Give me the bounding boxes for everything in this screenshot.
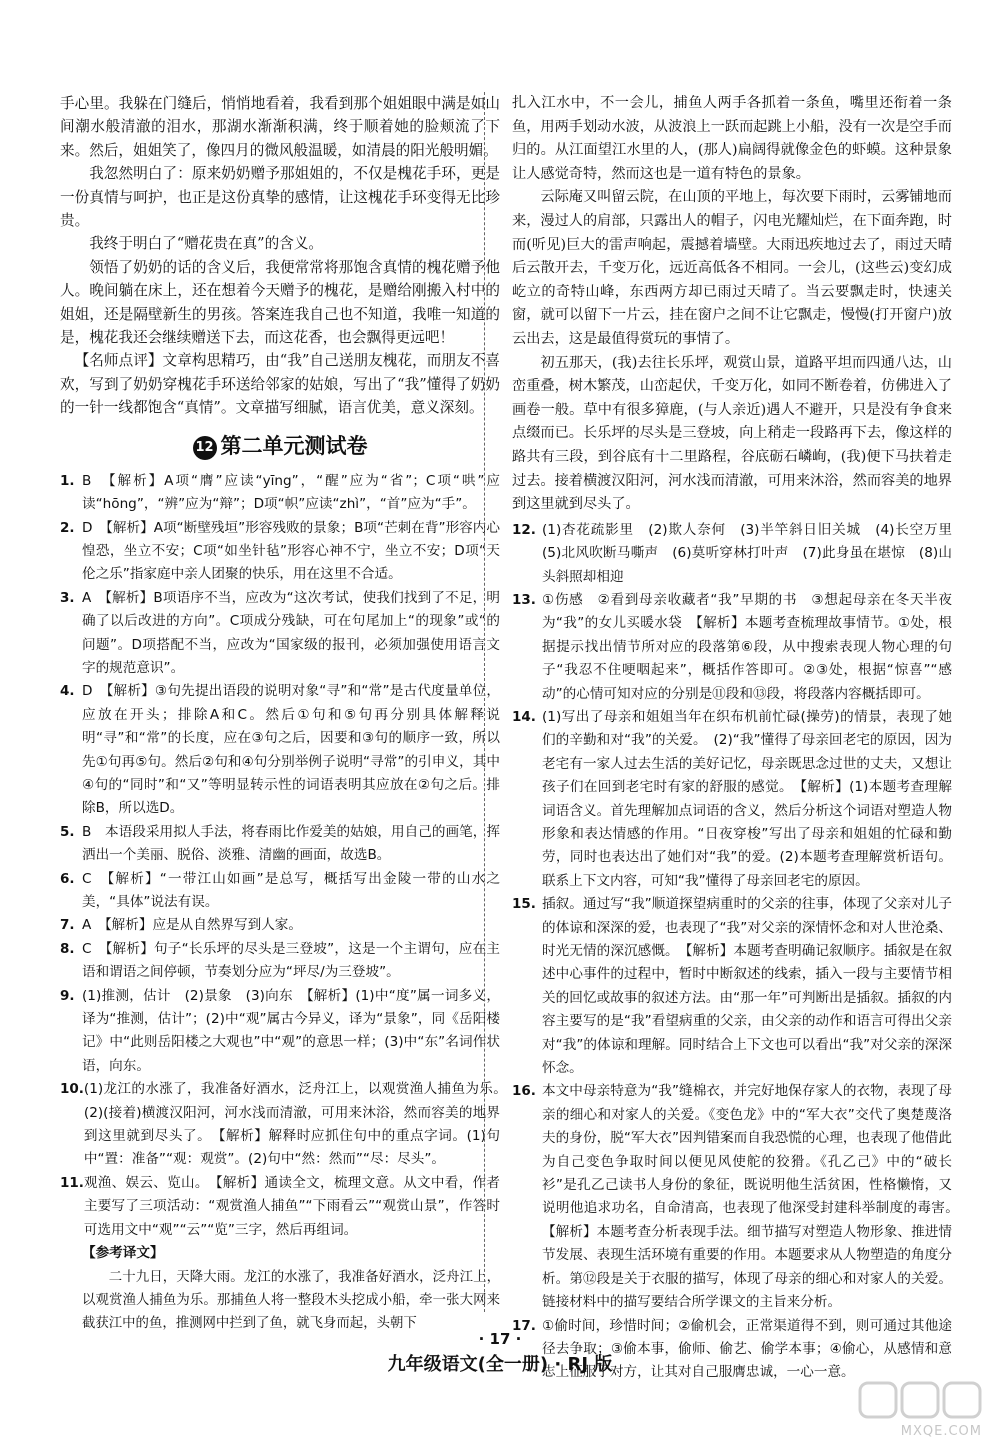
answer-number: 10. [60, 1081, 84, 1098]
answer-number: 17. [512, 1317, 536, 1334]
answer-list-right [512, 519, 966, 1385]
answer-item [60, 1172, 500, 1242]
answer-item [60, 517, 500, 587]
answer-number: 1. [60, 472, 75, 489]
answer-text: 观渔、娱云、览山。 【解析】通读全文，梳理文意。从文中看，作者主要写了三项活动：“观赏渔人捕鱼”“下雨看云”“观赏山景”，作答时可选用文中“观”“云”“览”三字，然后再组词。 [83, 1174, 500, 1238]
answer-number: 15. [512, 896, 536, 913]
answer-number: 14. [512, 708, 536, 725]
watermark-text: MXQE.COM [900, 1424, 982, 1439]
answer-number: 3. [60, 589, 75, 606]
answer-item [60, 985, 500, 1079]
teacher-comment: 【名师点评】文章构思精巧，由“我”自己送朋友槐花，而朋友不喜欢，写到了奶奶穿槐花手环送给邻家的姑娘，写出了“我”懂得了奶奶的一针一线都饱含“真情”。文章描写细腻，语言优美，意义深刻。 [60, 352, 500, 417]
answer-number: 5. [60, 823, 75, 840]
answer-item [512, 589, 952, 706]
answer-text: (1)龙江的水涨了，我准备好酒水，泛舟江上，以观赏渔人捕鱼为乐。 (2)(接着)横渡汉阳河，河水浅而清澈，可用来沐浴，然而容美的地界到这里就到尽头了。 【解析】解释时应抓住句中的重点字词。(1)句中“置：准备”“观：观赏”。(2)句中“然：然而”“尽：尽头”。 [83, 1081, 514, 1168]
answer-text: (1)杏花疏影里 (2)欺人奈何 (3)半竿斜日旧关城 (4)长空万里 (5)北风吹断马嘶声 (6)莫听穿林打叶声 (7)此身虽在堪惊 (8)山头斜照却相迎 [542, 521, 966, 585]
unit-test-title [60, 432, 500, 460]
answer-item [60, 938, 500, 985]
answer-number: 9. [60, 987, 75, 1004]
essay-paragraph: 领悟了奶奶的话的含义后，我便常常将那饱含真情的槐花赠予他人。晚间躺在床上，还在想着今天赠予的槐花，是赠给刚搬入村中的姐姐，还是隔壁新生的男孩。答案连我自己也不知道，我唯一知道的是，槐花我还会继续赠送下去，而这花香，也会飘得更远吧！ [60, 258, 500, 347]
answer-number: 12. [512, 521, 536, 538]
answer-item [60, 680, 500, 820]
answer-text: 插叙。通过写“我”顺道探望病重时的父亲的往事，体现了父亲对儿子的体谅和深深的爱，也表现了“我”对父亲的深情怀念和对人世沧桑、时光无情的深沉感慨。 【解析】本题考查明确记叙顺序。插叙是在叙述中心事件的过程中，暂时中断叙述的线索，插入一段与主要情节相关的回忆或故事的叙述方法。由“那一年”可判断出是插叙。插叙的内容主要写的是“我”看望病重的父亲，由父亲的动作和语言可得出父亲对“我”的体谅和理解。同时结合上下文也可以看出“我”对父亲的深深怀念。 [542, 896, 952, 1077]
essay-paragraph: 我终于明白了“赠花贵在真”的含义。 [89, 235, 324, 253]
answer-text: D 【解析】A项“断壁残垣”形容残败的景象；B项“芒刺在背”形容内心惶恐，坐立不安；C项“如坐针毡”形容心神不宁，坐立不安；D项“天伦之乐”指家庭中亲人团聚的快乐，用在这里不合适。 [82, 519, 500, 583]
reference-translation-right [512, 92, 952, 517]
answer-item [512, 706, 952, 893]
unit-title-text: 第二单元测试卷 [220, 433, 368, 458]
answer-text: A 【解析】B项语序不当，应改为“这次考试，使我们找到了不足，明确了以后改进的方向”。C项成分残缺，可在句尾加上“的现象”或“的问题”。D项搭配不当，应改为“国家级的报刊，必须加强使用语言文字的规范意识”。 [82, 589, 500, 676]
left-column [60, 92, 514, 1336]
reference-translation-left [60, 1266, 500, 1336]
page-footer [0, 1330, 1000, 1376]
essay-excerpt [60, 92, 500, 420]
watermark-logo [856, 1379, 986, 1441]
answer-item [60, 821, 500, 868]
answer-text: (1)推测，估计 (2)景象 (3)向东 【解析】(1)中“度”属一词多义，译为“推测，估计”；(2)中“观”属古今异义，译为“景象”，同《岳阳楼记》中“此则岳阳楼之大观也”中“观”的意思一样；(3)中“东”名词作状语，向东。 [82, 987, 500, 1074]
answer-text: (1)写出了母亲和姐姐当年在织布机前忙碌(操劳)的情景，表现了她们的辛勤和对“我”的关爱。 (2)“我”懂得了母亲回老宅的原因，因为老宅有一家人过去生活的美好记忆，母亲既思念过世的丈夫，又想让孩子们在回到老宅时有家的舒服的感觉。 【解析】(1)本题考查理解词语含义。首先理解加点词语的含义，然后分析这个词语对塑造人物形象和表达情感的作用。“日夜穿梭”写出了母亲和姐姐的忙碌和勤劳，同时也表达出了她们对“我”的爱。(2)本题考查理解赏析语句。联系上下文内容，可知“我”懂得了母亲回老宅的原因。 [542, 708, 952, 889]
answer-list-left [60, 470, 514, 1242]
answer-text: C 【解析】“一带江山如画”是总写，概括写出金陵一带的山水之美，“具体”说法有误。 [82, 870, 500, 910]
essay-paragraph: 我忽然明白了：原来奶奶赠予那姐姐的，不仅是槐花手环，更是一份真情与呵护，也正是这份真挚的感情，让这槐花手环变得无比珍贵。 [60, 165, 500, 230]
essay-paragraph: 手心里。我躲在门缝后，悄悄地看着，我看到那个姐姐眼中满是如山间潮水般清澈的泪水，那湖水渐渐积满，终于顺着她的脸颊流了下来。然后，姐姐笑了，像四月的微风般温暖，如清晨的阳光般明媚。 [60, 95, 500, 159]
answer-number: 4. [60, 683, 75, 700]
answer-text: B 【解析】A项“膺”应读“yīng”，“醒”应为“省”；C项“哄”应读“hōng”，“辨”应为“辩”；D项“帜”应读“zhì”，“首”应为“手”。 [82, 472, 500, 513]
translation-paragraph: 扎入江水中，不一会儿，捕鱼人两手各抓着一条鱼，嘴里还衔着一条鱼，用两手划动水波，从波浪上一跃而起跳上小船，没有一次是空手而归的。从江面望江水里的人，(那人)扁阔得就像金色的虾蟆。这种景象让人感觉奇特，然而这也是一道有特色的景象。 [512, 95, 952, 182]
answer-number: 11. [60, 1174, 84, 1191]
page-number: · 17 · [478, 1330, 522, 1348]
reference-translation-heading: 【参考译文】 [82, 1245, 164, 1262]
unit-number-badge: 12 [193, 436, 217, 460]
answer-item [60, 1078, 514, 1172]
answer-item [60, 587, 500, 681]
answer-number: 7. [60, 917, 75, 934]
column-divider [484, 92, 486, 1312]
answer-number: 2. [60, 519, 75, 536]
answer-number: 13. [512, 591, 536, 608]
right-column [512, 92, 966, 1385]
answer-number: 16. [512, 1083, 536, 1100]
translation-paragraph: 初五那天，(我)去往长乐坪，观赏山景，道路平坦而四通八达，山峦重叠，树木繁茂，山峦起伏，千变万化，如同不断卷着，仿佛进入了画卷一般。草中有很多獐鹿，(与人亲近)遇人不避开，只是没有争食来点缀而已。长乐坪的尽头是三登坡，向上稍走一段路再下去，像这样的路共有三段，到谷底有十二里路程，谷底砺石嶙峋，(我)便下马扶着走过去。接着横渡汉阳河，河水浅而清澈，可用来沐浴，然而容美的地界到这里就到尽头了。 [512, 354, 952, 513]
answer-text: 本文中母亲特意为“我”缝棉衣，并完好地保存家人的衣物，表现了母亲的细心和对家人的关爱。《变色龙》中的“军大衣”交代了奥楚蔑洛夫的身份，脱“军大衣”因判错案而自我恐慌的心理，也表现了他借此为自己变色争取时间以便见风使舵的狡猾。《孔乙己》中的“破长衫”是孔乙己读书人身份的象征，既说明他生活贫困，性格懒惰，又说明他追求功名，自命清高，也表现了他深受封建科举制度的毒害。 【解析】本题考查分析表现手法。细节描写对塑造人物形象、推进情节发展、表现生活环境有重要的作用。本题要求从人物塑造的角度分析。第⑫段是关于衣服的描写，体现了母亲的细心和对家人的关爱。链接材料中的描写要结合所学课文的主旨来分析。 [542, 1083, 966, 1311]
answer-item [60, 868, 500, 915]
answer-item [60, 470, 500, 517]
answer-text: D 【解析】③句先提出语段的说明对象“寻”和“常”是古代度量单位，应放在开头；排除A和C。然后①句和⑤句再分别具体解释说明“寻”和“常”的长度，应在③句之后，因要和③句的顺序一致，所以先①句再⑤句。然后②句和④句分别举例子说明“寻常”的引申义，其中④句的“同时”和“又”等明显转示性的词语表明其应放在②句之后。排除B，所以选D。 [82, 683, 500, 817]
book-title: 九年级语文(全一册) · RJ 版 [387, 1354, 613, 1375]
answer-number: 8. [60, 940, 75, 957]
translation-paragraph: 二十九日，天降大雨。龙江的水涨了，我准备好酒水，泛舟江上，以观赏渔人捕鱼为乐。那捕鱼人将一整段木头挖成小船，牵一张大网来截获江中的鱼，推测网中拦到了鱼，就飞身而起，头朝下 [82, 1269, 500, 1332]
translation-paragraph: 云际庵又叫留云院，在山顶的平地上，每次要下雨时，云雾铺地而来，漫过人的肩部，只露出人的帽子，闪电光耀灿烂，在下面奔跑，时而(听见)巨大的雷声响起，震撼着墙壁。大雨迅疾地过去了，雨过天晴后云散开去，千变万化，远近高低各不相同。一会儿，(这些云)变幻成屹立的奇特山峰，东西两方却已雨过天晴了。当云要飘走时，快速关窗，就可以留下一片云，挂在窗户之间不让它飘走，慢慢(打开窗户)放云出去，这是最值得赏玩的事情了。 [512, 189, 952, 347]
answer-text: ①伤感 ②看到母亲收藏者“我”早期的书 ③想起母亲在冬天半夜为“我”的女儿买暖水袋 【解析】本题考查梳理故事情节。①处，根据提示找出情节所对应的段落第⑥段，从中搜索表现人物心理的句子“我忍不住哽咽起来”，概括作答即可。②③处，根据“惊喜”“感动”的心情可知对应的分别是⑪段和⑬段，将段落内容概括即可。 [542, 591, 952, 702]
watermark-icon [856, 1379, 986, 1423]
answer-item [512, 519, 966, 589]
answer-item [60, 914, 500, 937]
answer-item [512, 893, 952, 1080]
answer-number: 6. [60, 870, 75, 887]
answer-text: ①偷时间，珍惜时间；②偷机会，正常渠道得不到，则可通过其他途径去争取；③偷本事，偷师、偷艺、偷学本事；④偷心，从感情和意志上征服了对方，让其对自己服膺忠诚，一心一意。 [542, 1317, 952, 1381]
answer-text: A 【解析】应是从自然界写到人家。 [82, 917, 302, 934]
answer-text: C 【解析】句子“长乐坪的尽头是三登坡”，这是一个主谓句，应在主语和谓语之间停顿，节奏划分应为“坪尽/为三登坡”。 [82, 940, 500, 981]
answer-text: B 本语段采用拟人手法，将春雨比作爱美的姑娘，用自己的画笔，挥洒出一个美丽、脱俗、淡雅、清幽的画面，故选B。 [82, 823, 500, 864]
answer-item [512, 1080, 966, 1314]
